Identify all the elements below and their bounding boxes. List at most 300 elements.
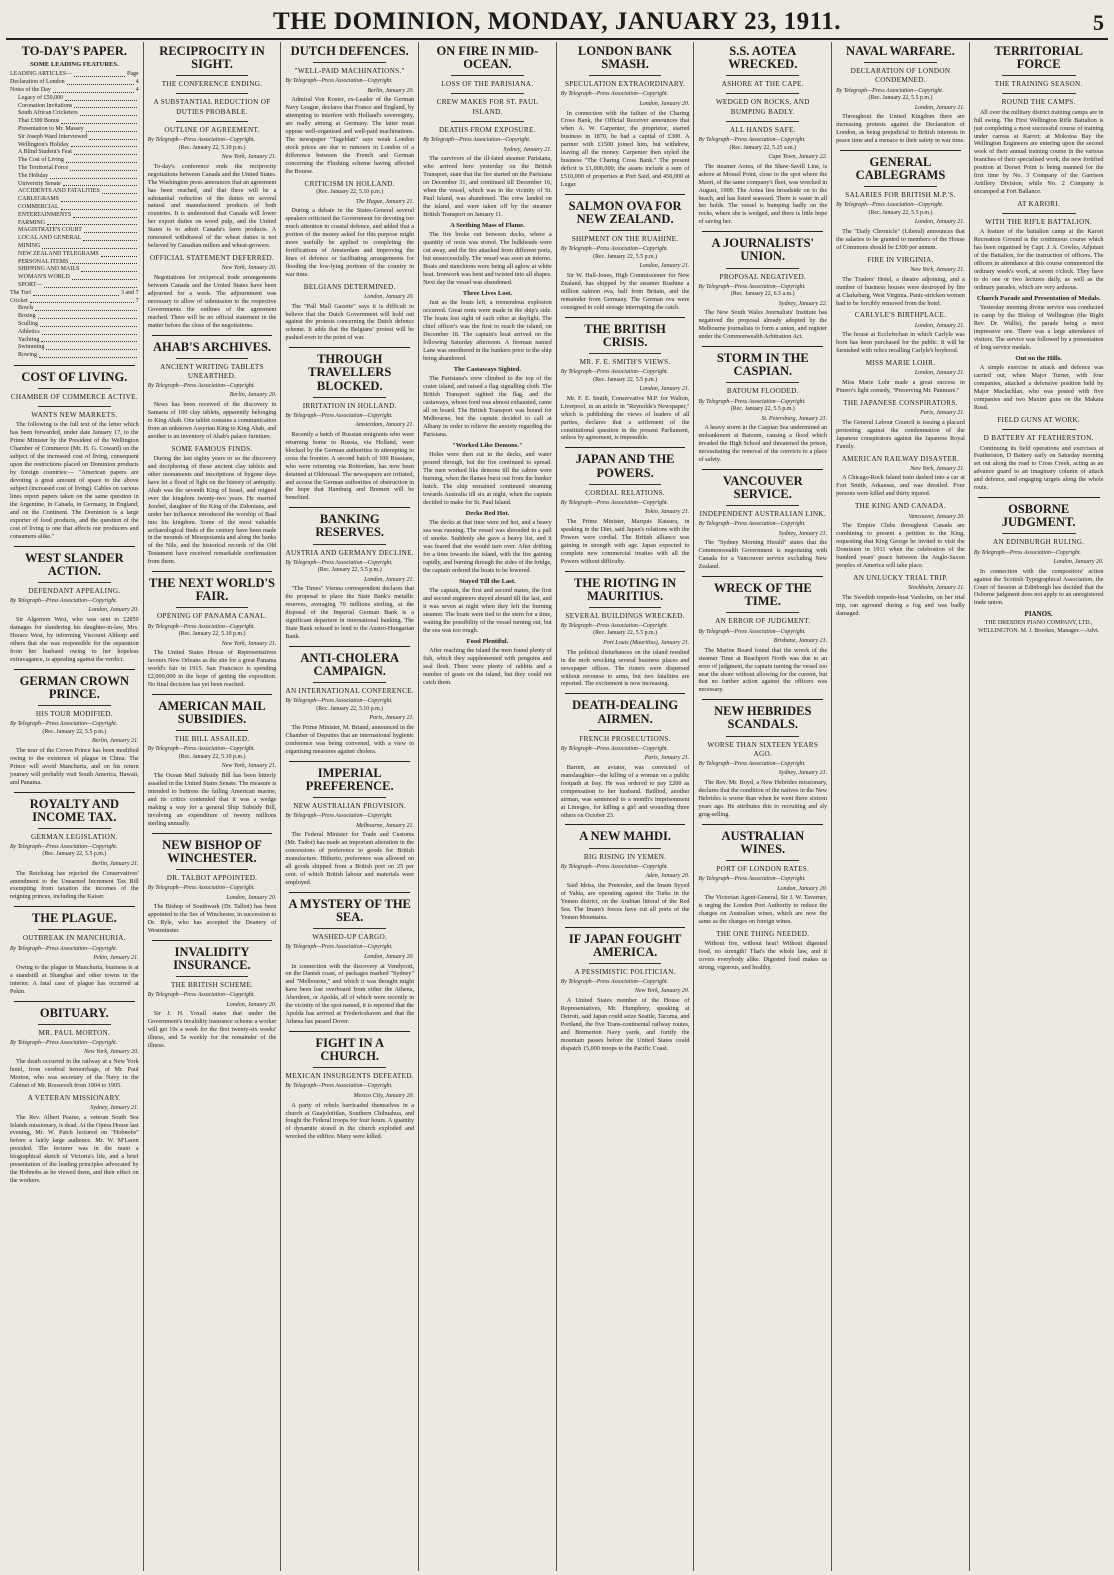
story-body: The Traders' Hotel, a theatre adjoining, and a number of business houses were destroyed by fire at Clarksburg, West Virginia. Panic-stricken women had to be forcibly removed from the hotel.: [836, 275, 965, 307]
story-body: Barrett, an aviator, was convicted of manslaughter—the killing of a woman on a public footpath at Issy. He was ordered to pay £200 as compensation to her husband. Bailliod, another airman, was sentenced to a month's imprisonment at Limoges, for killing a girl and wounding three others on October 23.: [560, 763, 690, 819]
story-body: The following is the full text of the letter which has been forwarded, under date January 17, to the Prime Minister by the President of the Wellington Chamber of Commerce (Mr. H. G. Coward) on the subject of the increased cost of living, consequent upon the restrictions placed on Dominion products by foreign countries:— "American papers are devoting a great amount of space to the above subject (increased cost of living). Cables on various lines report papers taken on the same question in the Argentine, in Canada, in Germany, in England, and on the Continent. The Dominion is a large exporter of food products, and the question of the cost of living is one that affects our producers and consumers alike.": [10, 421, 139, 540]
story-credit: By Telegraph—Press Association—Copyright.: [147, 137, 255, 144]
contents-label: The Holiday: [18, 172, 49, 179]
news-story: [561, 317, 690, 443]
story-headline: A NEW MAHDI.: [579, 829, 671, 844]
contents-row: [10, 352, 139, 360]
leader-dots: [46, 344, 136, 350]
contents-label: LOCAL AND GENERAL: [18, 235, 82, 242]
masthead: [6, 6, 1108, 40]
story-headline: AMERICAN MAIL SUBSIDIES.: [158, 698, 266, 727]
column-rule: [289, 892, 410, 893]
story-subhead: MR. PAUL MORTON.: [38, 1028, 111, 1037]
story-subhead: OUTBREAK IN MANCHURIA.: [22, 934, 126, 943]
story-subhead: IRRITATION IN HOLLAND.: [302, 401, 397, 410]
story-subhead: BATOUM FLOODED.: [726, 387, 799, 396]
contents-label: Athletics: [18, 328, 40, 335]
leader-dots: [42, 243, 136, 249]
story-dateline: London, January 20.: [226, 1001, 277, 1008]
story-dateline: Amsterdam, January 21.: [355, 422, 415, 429]
news-story: [285, 180, 414, 279]
story-credit: By Telegraph—Press Association—Copyright.: [285, 412, 393, 419]
news-story: [561, 571, 690, 689]
story-dateline: London, January 21.: [914, 322, 965, 329]
story-body: A United States member of the House of Representatives, Mr. Humphrey, speaking at Detroit, said Japan could seize Seattle, Tacoma, and Portland, the five Trans-continental railway routes, and Bremerton Navy yards, and fortify the mountain passes before the United States could dispatch 15,000 troops to the Pacific Coast.: [560, 997, 690, 1052]
story-subhead: WITH THE RIFLE BATTALION.: [985, 218, 1093, 227]
story-body: Continuing its field operations and exercises at Featherston, D Battery early on Saturday morning set out along the road to Cross Creek, acting as an advance guard to an imaginary column of attack and defence, and engaging targets along the whole route.: [973, 444, 1104, 492]
news-story: [423, 578, 552, 635]
column-rule: [152, 335, 273, 336]
story-credit: By Telegraph—Press Association—Copyright.: [560, 863, 668, 870]
contents-label: South African Cricketers: [18, 110, 78, 117]
story-received: (Rec. January 22, 5.5 p.m.): [868, 209, 933, 216]
contents-label: LEADING ARTICLES—: [10, 71, 73, 78]
story-dateline: New York, January 20.: [84, 1049, 139, 1056]
masthead-title: THE DOMINION, MONDAY, JANUARY 23, 1911.: [273, 8, 841, 35]
news-story: [10, 45, 139, 360]
subhead-rule: [176, 75, 249, 76]
subhead-rule: [864, 186, 937, 187]
subhead-rule: [313, 928, 386, 929]
story-headline: THROUGH TRAVELLERS BLOCKED.: [308, 352, 392, 393]
story-body: The Swedish torpedo-boat Vaxholm, on her trial trip, ran aground during a fog and was badly damaged.: [836, 593, 965, 617]
story-credit: By Telegraph—Press Association—Copyright.: [10, 721, 118, 728]
news-story: [10, 1094, 139, 1185]
story-received: (Rec. January 22, 5.5 p.m.): [317, 567, 382, 574]
story-credit: By Telegraph—Press Association—Copyright.: [147, 623, 255, 630]
story-body: The death occurred in the railway at a New York hotel, from cerebral hemorrhage, of Mr. Paul Morton, who was secretary of the Navy in the Cabinet of Mr. Roosevelt from 1904 to 1905.: [10, 1057, 139, 1089]
story-dateline: London, January 20.: [364, 293, 415, 300]
news-story: [836, 359, 965, 395]
story-subhead: ASHORE AT THE CAPE.: [721, 80, 804, 89]
story-headline: A MYSTERY OF THE SEA.: [288, 896, 411, 925]
news-story: [836, 455, 965, 499]
news-story: [974, 416, 1104, 492]
story-subhead: BIG RISING IN YEMEN.: [583, 852, 667, 861]
contents-row: [10, 298, 139, 306]
contents-row: [10, 95, 139, 103]
news-story: [10, 546, 139, 664]
news-story: [698, 346, 827, 464]
subhead-rule: [1002, 213, 1076, 214]
leader-dots: [102, 188, 137, 194]
story-body: Mr. F. E. Smith, Conservative M.P. for Walton, Liverpool, in an article in "Reynolds's Newspaper," which is publishing the views of leaders of all parties, declares that a settlement of the constitutional question in the present Parliament, unless by agreement, is impossible.: [560, 394, 690, 442]
contents-row: [10, 212, 139, 220]
story-dateline: London, January 21.: [639, 263, 690, 270]
story-body: Holes were then cut in the decks, and water poured through, but the fire continued to spread. The men worked like demons till the cabins were burning, when the flames burst out from the bunker hatch. The ship remained continued steaming towards Australia till six at night, when the captain decided to make for St. Paul Island.: [423, 451, 552, 506]
story-dateline: London, January 21.: [914, 370, 965, 377]
news-story: [974, 497, 1104, 607]
story-body: The "Pall Mall Gazette" says it is difficult to believe that the Dutch Government will hold out against the protests concerning the Dutch defence scheme. It adds that the Belgians' protest will be pushed even to the point of war.: [285, 302, 415, 342]
subhead-rule: [38, 582, 111, 583]
story-credit: By Telegraph—Press Association—Copyright.: [285, 78, 393, 85]
subhead-rule: [313, 62, 386, 63]
story-credit: By Telegraph—Press Association—Copyright.: [560, 745, 668, 752]
column-rule: [702, 699, 823, 700]
story-subhead: AN INTERNATIONAL CONFERENCE.: [285, 687, 414, 696]
subhead-rule: [176, 93, 249, 94]
story-dateline: Sydney, January 22.: [778, 300, 828, 307]
contents-row: [10, 87, 139, 95]
story-body: "The Times" Vienna correspondent declares that the proposal to place the State Bank's metallic reserves, averaging 70 millions sterling, at the disposal of the Imperial German Bank is a significant departure in international banking. The State Bank refused to lend to the Austro-Hungarian Bank.: [285, 585, 415, 641]
leader-dots: [39, 352, 137, 358]
contents-label: NEW ZEALAND TELEGRAMS: [18, 250, 99, 257]
story-body: A simple exercise in attack and defence was carried out, when Major Turner, with four companies, attacked a defensive position held by Major Maclachlan, who was posted with five companies and two Maxim guns on the Makara Road.: [973, 364, 1104, 412]
story-headline: NAVAL WARFARE.: [846, 44, 955, 58]
contents-row: [10, 134, 139, 142]
story-body: In connection with the failure of the Charing Cross Bank, the Official Receiver announces that when A. W. Carpenter, the proprietor, started business in 1870, he had a capital of £300. A partner with £1500 joined him, but withdrew, leaving all the money. Carpenter then styled the business "The Charing Cross Bank." The present deficit is £1,000,000; the assets include a sum of £510,000 of properties at Port Said, and 450,000 at Lugar.: [560, 109, 690, 188]
subhead-rule: [726, 505, 799, 506]
news-story: [423, 638, 552, 687]
leader-dots: [65, 95, 137, 101]
story-dateline: St. Petersburg, January 21.: [761, 415, 828, 422]
news-story: [561, 693, 690, 819]
story-body: The steamer Aotea, of the Shaw-Savill Line, is ashore at Mossel Point, close to the spot where the Maori, of the same company's fleet, was wrecked in August, 1909. The Aotea lies broadside on to the beach, and has listed seaward. There is water in all her holds. The vessel is bumping badly on the rocks, where she is wedged, and there is little hope of saving her.: [698, 162, 828, 226]
story-received: (Rec. January 22, 5.10 p.m.): [316, 189, 384, 196]
story-subhead: AUSTRIA AND GERMANY DECLINE.: [285, 548, 414, 557]
story-subhead: WASHED-UP CARGO.: [312, 933, 388, 942]
column-rule: [565, 693, 686, 694]
story-subhead: ALL HANDS SAFE.: [729, 125, 796, 134]
story-dateline: London, January 21.: [639, 386, 690, 393]
news-story: [698, 45, 827, 226]
story-credit: By Telegraph—Press Association—Copyright.: [560, 91, 668, 98]
column-rule: [565, 317, 686, 318]
leader-dots: [74, 103, 137, 109]
story-headline: SALMON OVA FOR NEW ZEALAND.: [568, 198, 682, 227]
story-headline: JAPAN AND THE POWERS.: [575, 452, 675, 480]
story-subhead: THE BILL ASSAILED.: [174, 735, 250, 744]
story-credit: By Telegraph—Press Association—Copyright.: [147, 383, 255, 390]
column-rule: [14, 906, 135, 907]
subhead-rule: [726, 75, 799, 76]
story-body: The Federal Minister for Trade and Customs (Mr. Tudor) has made an important alteration in the concessions of preference to goods for British manufacture. Hitherto, preference was allowed on all goods shipped from a British port on 25 per cent. of which British labour and materials were employed.: [285, 831, 415, 887]
story-body: The political disturbances on the island resulted in the mob wrecking several business places and newspaper offices. The rioters were dispersed without recourse to arms, but two fatalities are reported. The excitement is now increasing.: [560, 648, 690, 688]
story-body: Miss Marie Lohr made a great success in Pinero's light comedy, "Preserving Mr. Panmure.": [836, 379, 965, 395]
story-body: Sir Algernon West, who was sent to £2850 damages for slandering his daughter-in-law, Mrs. Horace West, by informing Viscount Althorp and others that she was responsible for the separation from her husband owing to her hopeless extravagance, is appealing against the verdict.: [10, 616, 139, 663]
story-body: A feature of the battalion camp at the Karori Recreation Ground is the continuous course which has been organised by Capt. J. A. Cowles, Adjutant of the Battalion, for the instruction of officers. The officers in attendance at this course commenced the ordinary week's work, at seven o'clock. They have to do one or two lectures daily, as well as the ordinary parades, which are very arduous.: [973, 228, 1104, 291]
story-body: The Empire Clubs throughout Canada are combining to present a petition to the King, requesting that King George be invited to visit the Dominion in 1911 when the celebration of the hundred years' peace between the Anglo-Saxon peoples of America will take place.: [836, 522, 965, 569]
news-column: [419, 42, 557, 1571]
news-story: [148, 940, 277, 1050]
story-headline: BANKING RESERVES.: [315, 512, 385, 540]
story-dateline: Paris, January 21.: [644, 755, 690, 762]
story-body: The survivors of the ill-fated steamer Parisiana, who arrived here yesterday on the British Transport, state that the fire started on the Parisiana on December 31, and continued till December 16, when the vessel, which was in the vicinity of St. Paul Island, was abandoned. The crew landed on the island, and were taken off by the steamer British Transport on January 11.: [423, 155, 552, 218]
contents-label: That £300 Bonus: [18, 118, 60, 125]
subhead-rule: [589, 484, 662, 485]
news-story: [423, 45, 552, 219]
story-crosshead: Church Parade and Presentation of Medals.: [976, 294, 1101, 302]
story-credit: By Telegraph—Press Association—Copyright.: [698, 876, 806, 883]
news-story: [148, 445, 277, 566]
story-headline: ANTI-CHOLERA CAMPAIGN.: [300, 651, 400, 679]
story-credit: By Telegraph—Press Association—Copyright.: [560, 499, 668, 506]
story-body: The captain, the first and second mates, the first and second engineers stayed aboard till the last, and it was seven at night when they left the burning steamer. The boats were tied to the stern for a time, waiting the possibility of the vessel turning out, but the sea was too rough.: [423, 587, 552, 634]
column-rule: [702, 469, 823, 470]
story-dateline: London, January 20.: [639, 100, 690, 107]
story-subhead: THE TRAINING SEASON.: [994, 80, 1083, 89]
news-story: [285, 45, 414, 176]
story-subhead: THE CONFERENCE ENDING.: [161, 80, 263, 89]
story-body: A heavy storm in the Caspian Sea undermined an embankment at Batoum, causing a flood which invaded the High School and threatened the prison, necessitating the removal of the convicts to a place of safety.: [698, 424, 828, 463]
contents-label: MINING: [18, 242, 41, 249]
story-subhead: FIRE IN VIRGINIA.: [867, 255, 934, 264]
news-story: [974, 200, 1104, 292]
contents-row: [10, 266, 139, 274]
contents-row: [10, 188, 139, 196]
subhead-rule: [1002, 75, 1076, 76]
news-column: [832, 42, 970, 1571]
story-credit: By Telegraph—Press Association—Copyright.: [836, 202, 944, 209]
story-dateline: New York, January 21.: [221, 640, 277, 647]
news-story: [836, 150, 965, 252]
story-body: Without fire, without heat! Without digested food, no strength! That's the whole law, and it covers everybody alike. Digested food makes us strong, vigorous, and healthy.: [698, 940, 828, 972]
news-story: [10, 365, 139, 541]
contents-label: CABLEGRAMS: [18, 196, 60, 203]
story-dateline: Sydney, January 21.: [503, 146, 552, 153]
story-body: The United States House of Representatives favours New Orleans as the site for a great Panama world's fair in 1915. San Francisco is spending £2,000,000 in the hope of getting the exposition. No final decision has yet been reached.: [147, 649, 277, 689]
story-subhead: AT KARORI.: [1017, 200, 1061, 208]
story-headline: INVALIDITY INSURANCE.: [173, 944, 251, 973]
story-dateline: New York, January 20.: [221, 265, 277, 272]
story-credit: By Telegraph—Press Association—Copyright.: [10, 1039, 118, 1046]
story-dateline: Paris, January 21.: [369, 715, 415, 722]
news-story: [561, 45, 690, 189]
contents-row: [10, 274, 139, 282]
subhead-rule: [313, 544, 386, 545]
story-received: (Rec. January 22, 5.10 p.m.): [178, 144, 246, 151]
story-body: All over the military district training camps are in full swing. The First Wellington Rifle Battalion is just completing a most successful course of training under canvas at Karori; at Mokotoa Bay the Wellington Engineers are entering upon the second week of their annual training course in the various branches of their specialised work; the new fortified position at Dorset Point is being manned for the first time by No. 3 Company of the Garrison Artillery Division, while No. 2 Company is encamped at Fort Ballance.: [973, 108, 1104, 196]
news-column: [281, 42, 419, 1571]
leader-dots: [74, 149, 137, 155]
story-subhead: WANTS NEW MARKETS.: [31, 411, 118, 420]
story-headline: DEATH-DEALING AIRMEN.: [572, 698, 679, 726]
news-story: [561, 194, 690, 312]
story-subhead: CHAMBER OF COMMERCE ACTIVE.: [10, 393, 138, 402]
story-body: A Chicago-Rock Island train dashed into a car at Fort Smith, Arkansas, and was derailed. Four persons were killed and thirty injured.: [836, 474, 965, 498]
contents-row: [10, 344, 139, 352]
story-headline: ON FIRE IN MID-OCEAN.: [436, 44, 539, 72]
story-body: The Ocean Mail Subsidy Bill has been bitterly assailed in the United States Senate. The measure is intended to buttress the failing American marine, and its critics contended that it was a wedge making a way for a general Ship Subsidy Bill, involving an expenditure of twenty millions sterling annually.: [147, 772, 277, 827]
story-body: The house at Ecclefechan in which Carlyle was born has been purchased for the public. It will be furnished with relics recalling Carlyle's boyhood.: [836, 331, 965, 355]
contents-label: The Turf: [10, 289, 32, 296]
column-rule: [14, 546, 135, 547]
story-subhead: OPENING OF PANAMA CANAL.: [157, 612, 268, 621]
story-headline: IF JAPAN FOUGHT AMERICA.: [568, 931, 682, 959]
contents-list: [10, 61, 139, 360]
story-headline: WEST SLANDER ACTION.: [24, 550, 124, 578]
contents-page: 7: [135, 297, 139, 304]
story-body: The Prime Minister, Marquis Katsura, in speaking in the Diet, said Japan's relations with the Powers were cordial. The British alliance was gaining in strength with age. Japan expected to complete new commercial treaties with all the Powers without difficulty.: [560, 517, 690, 565]
story-subhead: A SUBSTANTIAL REDUCTION OF DUTIES PROBABLE.: [153, 98, 271, 116]
story-subhead: AN ERROR OF JUDGMENT.: [715, 617, 811, 626]
contents-row: [10, 235, 139, 243]
subhead-rule: [38, 388, 111, 389]
contents-row: [10, 204, 139, 212]
column-rule: [14, 365, 135, 366]
leader-dots: [89, 134, 136, 140]
leader-dots: [71, 142, 137, 148]
news-story: [698, 930, 827, 972]
story-credit: By Telegraph—Press Association—Copyright.: [285, 559, 393, 566]
story-received: (Rec. January 22, 5.5 p.m.): [593, 630, 658, 637]
story-credit: By Telegraph—Press Association—Copyright.: [285, 944, 393, 951]
news-story: [148, 694, 277, 828]
contents-row: [10, 181, 139, 189]
story-subhead: SEVERAL BUILDINGS WRECKED.: [565, 611, 685, 620]
news-story: [10, 792, 139, 902]
story-credit: By Telegraph—Press Association—Copyright.: [698, 521, 806, 528]
story-credit: By Telegraph—Press Association—Copyright.: [698, 398, 806, 405]
subhead-rule: [589, 353, 662, 354]
story-headline: S.S. AOTEA WRECKED.: [728, 44, 798, 72]
subhead-rule: [451, 121, 524, 122]
story-body: During a debate in the States-General several speakers criticised the Government for devoting too much attention to coastal defence, and added that a portion of the money asked for this purpose might more usefully be applied to completing the fortifications of Amsterdam and improving the lines of defence or facilitating arrangements for flooding the low-lying portions of the country in war time.: [285, 207, 415, 278]
story-body: The decks at that time were red hot, and a heavy sea was running. The vessel was shrouded in a pall of smoke. Suddenly she gave a heavy list, and it was feared that she would turn over. After drifting for a time towards the island, with the fire gaining rapidly, and burning through the sides of the bridge, the captain ordered the boats to be lowered.: [423, 519, 552, 574]
story-headline: THE RIOTING IN MAURITIUS.: [574, 575, 677, 603]
story-dateline: Mexico City, January 20.: [353, 1092, 415, 1099]
contents-label: Bowls: [18, 305, 34, 312]
story-dateline: New York, January 20.: [634, 988, 690, 995]
contents-row: [10, 259, 139, 267]
leader-dots: [74, 71, 125, 77]
story-dateline: London, January 21.: [914, 219, 965, 226]
subhead-rule: [726, 382, 799, 383]
story-dateline: Tokio, January 21.: [644, 509, 690, 516]
contents-feature-label: SOME LEADING FEATURES.: [30, 61, 119, 69]
column-rule: [565, 927, 686, 928]
news-story: [561, 927, 690, 1053]
news-story: [285, 283, 414, 343]
column-rule: [702, 231, 823, 232]
contents-label: PERSONAL ITEMS: [18, 258, 69, 265]
story-received: (Rec. January 22, 5.25 a.m.): [729, 144, 797, 151]
story-received: (Rec. January 22, 5.5 p.m.): [42, 851, 107, 858]
leader-dots: [35, 305, 136, 311]
leader-dots: [72, 274, 137, 280]
story-subhead: THE JAPANESE CONSPIRATORS.: [843, 398, 958, 407]
subhead-rule: [589, 230, 662, 231]
story-dateline: New York, January 21.: [910, 465, 965, 472]
news-story: [423, 290, 552, 363]
leader-dots: [61, 196, 137, 202]
story-credit: By Telegraph—Press Association—Copyright.: [423, 137, 531, 144]
contents-row: [10, 290, 139, 298]
news-story: [836, 256, 965, 308]
story-body: The Victorian Agent-General, Sir J. W. Taverner, is urging the London Port Authority to reduce the charges on Australian wines, which are now the same as the charges on foreign wines.: [698, 894, 828, 926]
news-story: [10, 669, 139, 787]
subhead-rule: [589, 607, 662, 608]
story-credit: By Telegraph—Press Association—Copyright.: [560, 623, 668, 630]
story-received: (Rec. January 22, 5.5 p.m.): [868, 94, 933, 101]
news-story: [698, 469, 827, 571]
story-dateline: Sydney, January 21.: [778, 530, 828, 537]
story-subhead: AN UNLUCKY TRIAL TRIP.: [853, 573, 948, 582]
news-column: [557, 42, 695, 1571]
story-body: The Reichstag has rejected the Conservatives' amendment to the Unearned Increment Tax Bill exempting from taxation the incomes of the reigning princes, including the Kaiser.: [10, 869, 139, 901]
contents-label: SPORT—: [18, 281, 43, 288]
contents-label: ENTERTAINMENTS: [18, 211, 72, 218]
subhead-rule: [38, 828, 111, 829]
story-subhead: MR. F. E. SMITH'S VIEWS.: [579, 357, 671, 366]
contents-label: FARMING: [18, 219, 46, 226]
story-subhead: WORSE THAN SIXTEEN YEARS AGO.: [707, 740, 819, 758]
subhead-rule: [1002, 533, 1076, 534]
contents-label: Coronation Invitations: [18, 102, 73, 109]
contents-label: Legacy of £50,000: [18, 94, 64, 101]
story-body: The New South Wales Journalists' Institute has negatived the proposal already adopted by the Melbourne journalists to form a union, and register under the Commonwealth Arbitration Act.: [698, 309, 828, 341]
story-subhead: DEFENDANT APPEALING.: [28, 586, 121, 595]
news-story: [423, 222, 552, 287]
story-headline: GENERAL CABLEGRAMS: [855, 154, 946, 183]
story-headline: OBITUARY.: [39, 1005, 109, 1020]
leader-dots: [80, 110, 137, 116]
column-rule: [289, 507, 410, 508]
column-rule: [14, 1001, 135, 1002]
story-crosshead: Three Lives Lost.: [462, 289, 512, 297]
story-body: In connection with the discovery at Vendycott, on the Danish coast, of packages marked "Sydney" and "Melbourne," and which it was thought might have been lost overboard from either the Athena, Aberdeen, or Apolda, all of which were recently in the vicinity of the spot named, it is reported that the Apolda has arrived at Fredericshaven and that the Athena has passed Dover.: [285, 962, 415, 1026]
subhead-rule: [38, 1024, 111, 1025]
story-subhead: NEW AUSTRALIAN PROVISION.: [293, 802, 407, 811]
story-dateline: New York, January 21.: [910, 267, 965, 274]
leader-dots: [70, 259, 136, 265]
news-story: [285, 507, 414, 641]
story-dateline: Aden, January 20.: [645, 873, 690, 880]
story-body: Said Idriss, the Pretender, and the Imam Syyed of Yahia, are operating against the Turks in the Yemen district, on the Arabian littoral of the Red Sea. The Imam's forces have cut all ports of the Yemen Mountains.: [560, 881, 690, 921]
story-dateline: Sydney, January 21.: [778, 770, 828, 777]
story-subhead: FIELD GUNS AT WORK.: [997, 416, 1081, 425]
subhead-rule: [176, 607, 249, 608]
column-rule: [978, 497, 1100, 498]
story-body: A party of rebels barricaded themselves in a church at Guajolotitlan, Southern Chihuahua, and fought the Federal troops for four hours. A quantity of dynamite stored in the church exploded and wrecked the edifice. Many were killed.: [285, 1101, 415, 1141]
leader-dots: [30, 298, 134, 304]
column-rule: [289, 1031, 410, 1032]
news-story: [698, 231, 827, 341]
news-column: [6, 42, 144, 1571]
news-story: [974, 295, 1104, 352]
story-credit: By Telegraph—Press Association—Copyright.: [147, 992, 255, 999]
story-headline: THE NEXT WORLD'S FAIR.: [149, 576, 276, 604]
news-story: [974, 45, 1104, 196]
story-headline: AHAB'S ARCHIVES.: [152, 339, 272, 354]
story-subhead: AN EDINBURGH RULING.: [993, 538, 1085, 547]
contents-row: [10, 165, 139, 173]
story-dateline: Melbourne, January 21.: [356, 822, 415, 829]
leader-dots: [53, 87, 134, 93]
story-headline: WRECK OF THE TIME.: [713, 581, 812, 609]
news-story: [148, 833, 277, 935]
leader-dots: [81, 266, 136, 272]
story-body: The Marine Board found that the wreck of the steamer Time at Beachport North was due to an error of judgment, the captain turning the vessel too near the shore without allowing for the current, but that no further action against the officers was necessary.: [698, 646, 828, 694]
subhead-rule: [726, 121, 799, 122]
contents-row: [10, 79, 139, 87]
story-headline: THE PLAGUE.: [31, 911, 117, 926]
story-subhead: PROPOSAL NEGATIVED.: [719, 272, 807, 281]
leader-dots: [101, 251, 137, 257]
story-headline: IMPERIAL PREFERENCE.: [305, 765, 394, 793]
story-received: (Rec. January 22, 5.5 p.m.): [593, 376, 658, 383]
subhead-rule: [589, 848, 662, 849]
story-body: The fire broke out between decks, where a quantity of resin was stored. The bulkheads were cut away, and the fire attacked from different ports, but unsuccessfully. The vessel was soon an inferno. Boats and stanchions were being all aglow at white heat. Ironwork was bent and twisted into all shapes. Next day the vessel was abandoned.: [423, 231, 552, 286]
contents-label: The Cost of Living: [18, 157, 64, 164]
story-subhead: THE BRITISH SCHEME.: [170, 981, 254, 990]
story-subhead: INDEPENDENT AUSTRALIAN LINK.: [699, 510, 826, 519]
news-story: [836, 502, 965, 570]
contents-row: [10, 321, 139, 329]
subhead-rule: [176, 358, 249, 359]
story-crosshead: The Castaways Sighted.: [453, 365, 522, 373]
column-rule: [702, 576, 823, 577]
